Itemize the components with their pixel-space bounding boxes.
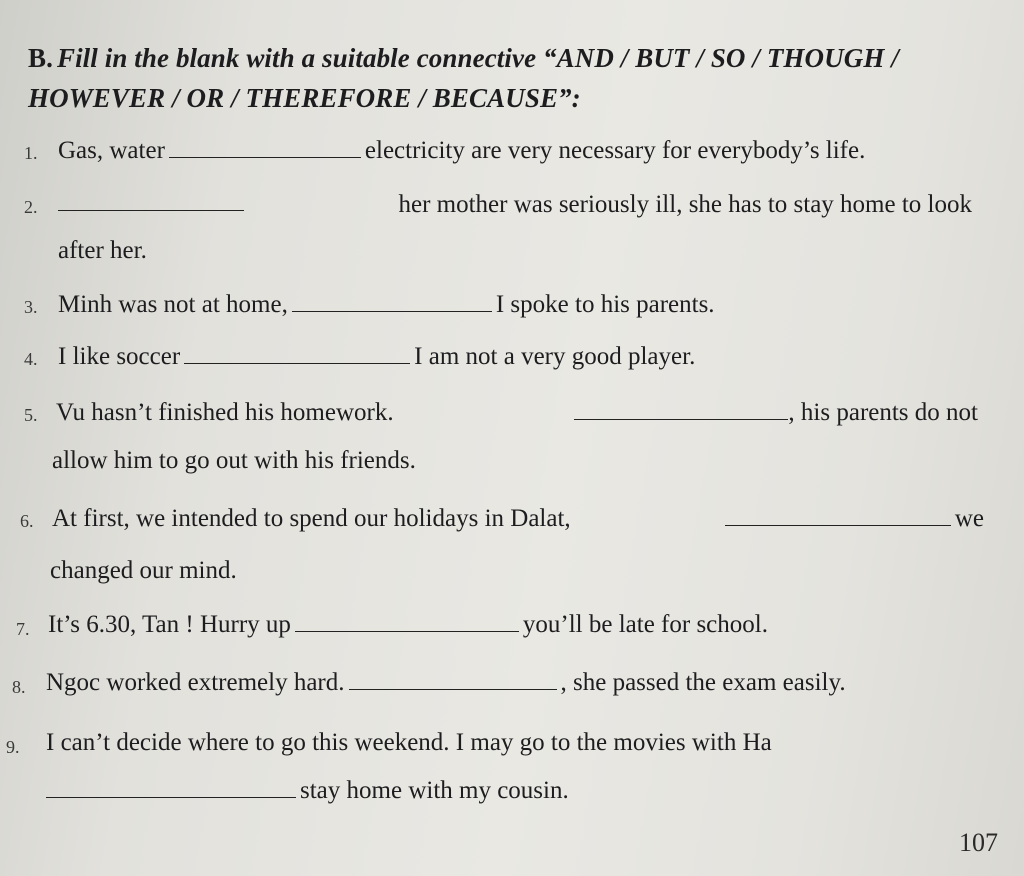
item-text-before: It’s 6.30, Tan ! Hurry up xyxy=(48,611,291,638)
answer-blank[interactable] xyxy=(725,503,951,526)
item-text-before: At first, we intended to spend our holidays in Dalat, xyxy=(52,505,571,532)
item-number: 8. xyxy=(12,677,26,697)
item-text-before: Ngoc worked extremely hard. xyxy=(46,669,345,696)
exercise-item-7 xyxy=(48,608,768,642)
answer-blank[interactable] xyxy=(46,775,296,798)
exercise-item-8 xyxy=(46,666,846,700)
item-text-after: we xyxy=(954,505,984,532)
item-continuation: changed our mind. xyxy=(50,557,237,584)
answer-blank[interactable] xyxy=(574,397,788,420)
item-text-after: I spoke to his parents. xyxy=(495,291,715,318)
answer-blank[interactable] xyxy=(169,135,361,158)
exercise-item-9 xyxy=(46,726,996,760)
item-text-after: electricity are very necessary for everybody’s life. xyxy=(364,137,866,164)
exercise-item-3 xyxy=(58,288,715,322)
item-text-before: Gas, water xyxy=(58,137,165,164)
item-number: 9. xyxy=(6,737,20,757)
answer-blank[interactable] xyxy=(58,188,244,211)
exercise-heading xyxy=(28,38,988,118)
item-text-after: , she passed the exam easily. xyxy=(560,669,846,696)
item-text-after: her mother was seriously ill, she has to stay home to look xyxy=(398,191,972,218)
answer-blank[interactable] xyxy=(292,289,492,312)
page-number: 107 xyxy=(959,828,998,857)
item-text-after: I am not a very good player. xyxy=(414,343,696,370)
exercise-item-4 xyxy=(58,340,695,374)
exercise-label: B. xyxy=(28,43,53,73)
item-number: 5. xyxy=(24,405,38,425)
item-text-before: Vu hasn’t finished his homework. xyxy=(56,399,394,426)
item-text-before: I can’t decide where to go this weekend. I may go to the movies with Ha xyxy=(46,729,772,756)
item-number: 7. xyxy=(16,619,30,639)
item-text-before: Minh was not at home, xyxy=(58,291,288,318)
exercise-instructions: Fill in the blank with a suitable connective “AND / BUT / SO / THOUGH / HOWEVER / OR / THEREFORE / BECAUSE”: xyxy=(28,43,899,113)
exercise-item-6 xyxy=(52,502,984,536)
item-number: 4. xyxy=(24,349,38,369)
answer-blank[interactable] xyxy=(295,609,519,632)
item-text-after: you’ll be late for school. xyxy=(522,611,768,638)
exercise-item-2 xyxy=(58,188,972,222)
exercise-item-5 xyxy=(56,396,978,430)
exercise-item-1 xyxy=(58,134,865,168)
item-number: 1. xyxy=(24,143,38,163)
item-text-before: I like soccer xyxy=(58,343,181,370)
answer-blank[interactable] xyxy=(184,341,410,364)
item-number: 2. xyxy=(24,197,38,217)
item-text-after: stay home with my cousin. xyxy=(300,777,569,804)
item-continuation: allow him to go out with his friends. xyxy=(52,447,416,474)
answer-blank[interactable] xyxy=(349,667,557,690)
item-number: 3. xyxy=(24,297,38,317)
item-continuation: after her. xyxy=(58,237,147,264)
item-text-after: , his parents do not xyxy=(788,399,978,426)
item-number: 6. xyxy=(20,511,34,531)
item-continuation xyxy=(46,774,569,808)
